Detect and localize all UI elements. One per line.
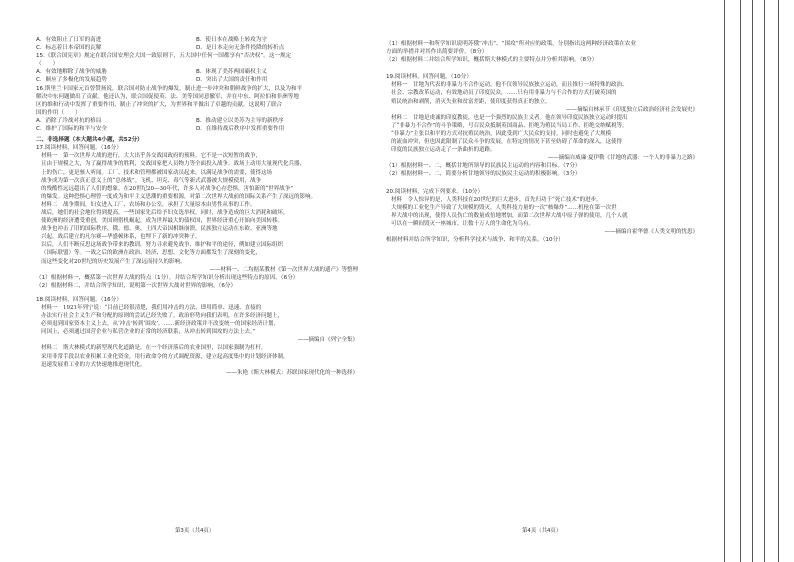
option-row	[36, 125, 366, 133]
option-b: B．体现了美苏两国霸权主义	[196, 69, 267, 76]
question-text: 16.斯里兰卡国家元首曾赞扬说，联合国对防止战争的爆发，制止进一步冲突和朝鲜战争的扩大，以及为和平	[36, 85, 303, 92]
material-text: 同国上，必须通过国营企业与私营企业的正常的经济联系，从冲击转到围攻的方法上去。”	[41, 329, 256, 336]
question-text: 根据材料并结合所学知识，分析科学技术与战争、和平的关系。（10分）	[386, 237, 564, 244]
question-text: 国的作用（ ）	[36, 109, 81, 116]
question-text: 区的维和行动中发挥了重要作用，制止了冲突的扩大，为世界和平做出了卓越的贡献。这说明了联合	[36, 101, 283, 108]
material-text: （国际联盟）等。一战之后的欧洲在政治、经济、思想、文化等方面都发生了深刻的变化，	[41, 250, 262, 257]
question-text: （2）根据材料二并结合所学知识，概括斯大林模式的主要特点并分析其影响。（8分）	[386, 57, 598, 64]
option-b: D．是日本走向无条件投降的转折点	[196, 45, 285, 52]
material-text: 的残酷性远远超出了人们的想象。在20世纪20—30年代，许多人对战争心存恐惧，害怕新的“世界战争”	[41, 185, 294, 192]
material-text: 以后，人们不断反思这场战争带来的教训，努力寻求避免战争、维护和平的途径，例如建立国际组织	[41, 242, 284, 249]
option-b: B．使日本在战略上转攻为守	[196, 37, 267, 43]
binding-line	[724, 0, 725, 562]
left-column	[36, 36, 366, 377]
page-4	[372, 0, 712, 562]
question-text: 解决中东问题做出了贡献。他还认为，联合国促使英、法、美等国同意撤军，并在中东、阿拉伯和非洲等地	[36, 93, 299, 100]
material-text: “非暴力”主张以和平的方式对抗殖民统治，因此受到广大民众的支持，同时也避免了大规模	[391, 130, 612, 137]
material-text: 社会、宗教改革运动，有效地动员了印度民众，……只有用非暴力与不合作的方式打破英国的	[391, 90, 617, 97]
option-a: A．有效地解除了战争的威胁	[36, 69, 107, 76]
material-text: 可以在一瞬间毁灭一座城市，让数十万人的生命化为乌有。	[391, 220, 535, 227]
option-row	[36, 44, 366, 52]
option-a: A．有效阻止了日军的南进	[36, 37, 102, 43]
question-text: 18.阅读材料，回答问题。（16分）	[36, 296, 122, 303]
material-text: 的爆发。这种恐惧心理曾一度成为和平主义思潮的重要根源，对第二次世界大战前的国际关系产生了深远的影响。	[41, 193, 317, 200]
option-row	[36, 76, 366, 84]
material-text: 使欧洲的经济遭受重创，美国则借机崛起，成为世界最大的债权国，世界经济重心开始向美国转移。	[41, 218, 284, 225]
source-citation: ——摘编自霍华德《人类文明的忧患》	[604, 228, 698, 235]
page-number-left: 第3页（共4页）	[175, 528, 215, 534]
material-text: 了“非暴力不合作”的斗争策略，号召民众抵制英国商品、拒绝为殖民当局工作、拒绝交纳赋税等。	[391, 122, 628, 129]
question-text: （ ）	[36, 61, 59, 68]
option-row	[36, 117, 366, 125]
material-text: 上的伤亡，更是骇人听闻。工厂、技术和管理都被国家动员起来，以满足战争的需要，使得这场	[41, 169, 273, 176]
question-text: 15.《联合国宪章》规定在联合国安理会大国一致原则下，五大国中任何一国都享有“否决权”。这一规定	[36, 53, 292, 60]
question-text: 20.阅读材料，完成下列要求。（10分）	[386, 188, 484, 195]
material-text: 战争成为第一次真正意义上的“总体战”。飞机、坦克、毒气等新式武器被大规模使用，战争	[41, 177, 262, 184]
material-text: 迅速发展重工业的方式快速地推进现代化。	[41, 361, 146, 368]
material-text: 材料二 战争期间，妇女进入工厂、农场和办公室，承担了大量原本由男性从事的工作。	[41, 201, 256, 208]
question-text: （1）根据材料一和所学知识说明苏俄“冲击”、“围攻”所对应的政策，分别指出这两种经济政策在农业	[386, 41, 637, 47]
material-text: 材料一 1921年列宁说：“目前已经很清楚，我们用冲击的方法，即用简单、迅速、直接的	[41, 305, 262, 311]
material-text: 材料 令人惊异的是，人类科技在20世纪的巨大进步，首先归功于“死亡技术”的进步，	[391, 196, 602, 203]
page-number-right: 第4页（共4页）	[522, 528, 562, 534]
option-a: C．维护了国际的和平与安全	[36, 126, 108, 133]
binding-line	[740, 0, 741, 562]
binding-line	[778, 0, 779, 562]
question-text: 19.阅读材料，回答问题。（10分）	[386, 74, 472, 81]
material-text: 材料二 斯大林模式的新型现代化道路是，在一个经济落后的农业国里，以国家强制为杠杆，	[41, 345, 267, 352]
material-text: 而这些变化对20世纪的历史发展产生了深远而持久的影响。	[41, 258, 186, 265]
material-text: 战争也冲击了旧的国际秩序，俄、德、奥、土四大帝国相继崩溃，民族独立运动在东欧、亚洲等地	[41, 226, 278, 233]
source-citation: ——摘编自威廉·夏伊勒《甘地的武器：一个人的非暴力之路》	[547, 155, 698, 162]
material-text: 兴起。战后建立的凡尔赛—华盛顿体系，也埋下了新的冲突种子。	[41, 234, 201, 241]
material-text: 办法实行社会主义生产和分配的原则的尝试已经失败了。政治形势向我们表明，在许多经济问题上，	[41, 313, 284, 320]
material-text: 必须退到国家资本主义上去，从‘冲击’转到‘围攻’。……新经济政策并不改变统一的国家经济计划，	[41, 321, 279, 328]
material-text: 殖民统治和剥削，消灭失业和贫富差距，使印度获得真正的独立。	[391, 98, 551, 105]
source-citation: ——朱艳《斯大林模式：苏联国家现代化的一种选择》	[225, 369, 358, 376]
material-text: 印度的民族独立运动走了一条曲折的道路。	[391, 147, 496, 154]
source-citation: ——摘编自《列宁全集》	[297, 337, 358, 344]
option-row	[36, 68, 366, 76]
binding-line	[764, 0, 765, 562]
question-text: （1）根据材料一，概括第一次世界大战的特点（1分），并结合所学知识分析出现这些特点的原因。（6分）	[36, 274, 299, 281]
option-b: B．推动建立以美苏为主导的新秩序	[196, 117, 284, 124]
material-text: 材料一 甘地为代表的非暴力不合作运动，他不仅领导民族独立运动，而且推行一场特殊的政治、	[391, 82, 628, 89]
option-a: C．标志着日本帝国的瓦解	[36, 45, 102, 52]
source-citation: ——材料一、二均据某教材《第一次世界大战的遗产》等整理	[209, 266, 358, 273]
question-text: （1）根据材料一、二，概括甘地所领导的民族民主运动的内容和目标。（7分）	[386, 163, 581, 170]
material-text: 界大战中的出现，使得人员伤亡的数量成倍地增加，而第二次世界大战中原子弹的使用，几个人就	[391, 212, 628, 219]
source-citation: ——摘编自林承节《印度独立后政治经济社会发展史》	[565, 106, 698, 113]
material-text: 且由于规模之大，为了赢得战争的胜利，交战国家把人员物力等全面投入战争。战场上动用大量现代化兵器，	[41, 161, 306, 168]
binding-margin	[712, 0, 794, 562]
material-text: 的流血冲突，但也因此限制了民众斗争的发展，在特定的情况下甚至妨碍了革命的深入，这使得	[391, 139, 623, 146]
option-row	[36, 36, 366, 44]
material-text: 战后，她们的社会地位得到提高，一些国家先后给予妇女选举权。同时，战争造成的巨大消耗和破坏，	[41, 209, 289, 216]
option-b: D．在维持战后秩序中发挥重要作用	[196, 126, 285, 133]
section-heading: 二、非选择题（本大题共4小题，共52分）	[36, 137, 143, 144]
option-a: A．消除了冷战对抗的格局	[36, 117, 102, 124]
question-text: 方面的举措并对其作出简要评价。（8分）	[386, 49, 488, 56]
option-b: D．突出了大国的责任和作用	[196, 77, 268, 84]
question-text: 17.阅读材料，回答问题。（16分）	[36, 145, 122, 152]
material-text: 材料一 第一次世界大战的进行，大大出乎各交战国政府的预料。它不是一次短暂的战争，	[41, 153, 262, 160]
question-text: （2）根据材料二，并结合所学知识，说明第一次世界大战对世界的影响。（6分）	[36, 282, 237, 289]
option-a: C．顺应了多极化的发展趋势	[36, 77, 108, 84]
page-3	[0, 0, 372, 562]
right-column	[386, 40, 706, 244]
material-text: 材料二 甘地是虔诚的印度教徒，也是一个强烈的民族主义者。他在领导印度民族独立运动时提出	[391, 114, 628, 121]
material-text: 大规模的工业化生产导致了大规模的毁灭。人类科技力量的一次“核爆炸”……机枪在第一次世	[391, 204, 617, 211]
question-text: （2）根据材料一、二，简要分析甘地领导的民族民主运动的积极影响。（3分）	[386, 171, 581, 178]
material-text: 采用非常手段以农业积累工业化资金，用行政命令的方式调配资源，建立起高度集中的计划经济体制，	[41, 353, 289, 360]
binding-line	[752, 0, 753, 562]
